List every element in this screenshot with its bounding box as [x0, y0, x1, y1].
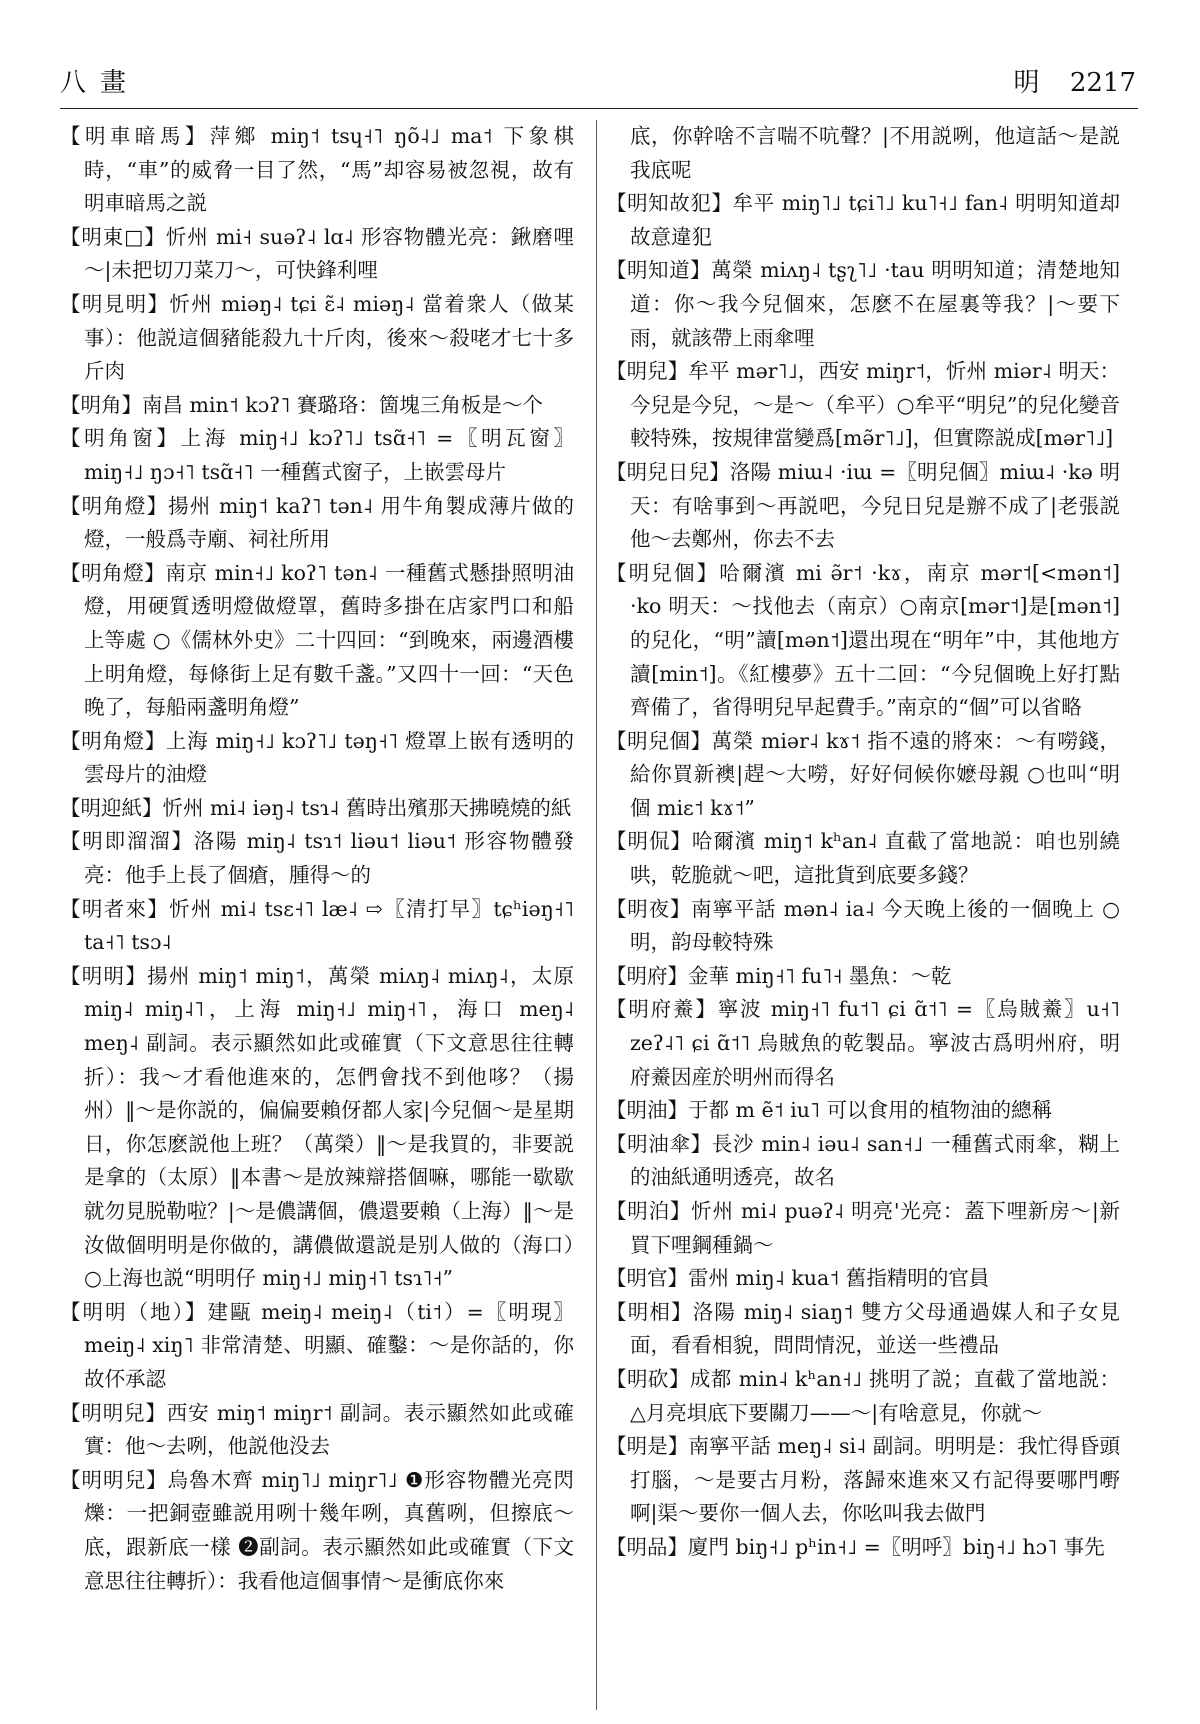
entry-headword: 【 明知故犯 】 [606, 191, 733, 215]
dictionary-entry [606, 187, 1120, 254]
entry-headword: 【 明明兒 】 [60, 1401, 167, 1425]
entry-headword: 【 明油 】 [606, 1098, 688, 1122]
dictionary-entry [606, 825, 1120, 892]
entry-headword: 【 明見明 】 [60, 292, 169, 316]
dictionary-entry [606, 1094, 1120, 1128]
entry-headword: 【 明砍 】 [606, 1367, 690, 1391]
entry-headword: 【 明知道 】 [606, 258, 711, 282]
dictionary-entry [60, 221, 574, 288]
entry-headword: 【 明府鯗 】 [606, 997, 718, 1021]
entry-headword: 【 明角窗 】 [60, 426, 181, 450]
page-header [60, 58, 1138, 109]
entry-headword: 【 明兒個 】 [606, 561, 719, 585]
dictionary-entry [606, 1262, 1120, 1296]
entry-headword: 【 明相 】 [606, 1300, 693, 1324]
entry-headword: 【 明角燈 】 [60, 729, 166, 753]
entry-headword: 【 明角燈 】 [60, 561, 165, 585]
dictionary-entry [60, 120, 574, 221]
entry-headword: 【 明兒 】 [606, 359, 688, 383]
entry-headword: 【 明官 】 [606, 1266, 688, 1290]
dictionary-entry [606, 456, 1120, 557]
dictionary-entry [606, 1363, 1120, 1430]
entry-text: 洛陽 miŋ˨ siaŋ˦ 雙方父母通過媒人和子女見面，看看相貌，問問情況，並送一些禮品 [630, 1299, 1121, 1358]
entry-headword: 【 明迎紙 】 [60, 796, 163, 820]
dictionary-entry [606, 1430, 1120, 1531]
dictionary-entry [606, 725, 1120, 826]
dictionary-entry [606, 1296, 1120, 1363]
dictionary-entry [60, 1296, 574, 1397]
dictionary-entry [60, 422, 574, 489]
entry-headword: 【 明明兒 】 [60, 1468, 168, 1492]
entry-text: 南京 min˧˩ koʔ˥ tən˨ 一種舊式懸掛照明油燈，用硬質透明燈做燈罩，舊時多掛在店家門口和船上等處 ○《儒林外史》二十四回：“到晚來，兩邊酒樓上明角燈，每條街上足有數千盞。”又四十一回：“天色晚了，每船兩盞明角燈” [84, 560, 575, 720]
entry-text: 南寧平話 mən˨ ia˨ 今天晚上後的一個晚上 ○明，韵母較特殊 [630, 896, 1121, 955]
left-column [60, 120, 574, 1598]
entry-headword: 【 明即溜溜 】 [60, 829, 194, 853]
column-divider [596, 120, 597, 1710]
dictionary-entry [606, 254, 1120, 355]
entry-headword: 【 明府 】 [606, 964, 688, 988]
entry-text: 洛陽 miŋ˨ tsɿ˦ liəu˦ liəu˦ 形容物體發亮：他手上長了個瘡，腫得～的 [84, 829, 575, 888]
dictionary-entry [60, 825, 574, 892]
entry-headword: 【 明兒日兒 】 [606, 460, 730, 484]
entry-text: 揚州 miŋ˦ miŋ˦，萬榮 miʌŋ˨ miʌŋ˨，太原 miŋ˨ miŋ˨˥，上海 miŋ˧˩ miŋ˧˥，海口 meŋ˨ meŋ˨ 副詞。表示顯然如此或確實（下文意思往往轉折）：我～才看他進來的，怎們會找不到他哆？（揚州）‖～是你説的，偏偏要賴伢都人家|今兒個～是星期日，你怎麽説他上班？（萬榮）‖～是我買的，非要説是拿的（太原）‖本書～是放辣辯搭個嘛，哪能一歇歇就勿見脱勒啦？|～是儂講個，儂還要賴（上海）‖～是汝做個明明是你做的，講儂做還説是别人做的（海口）○上海也説“明明仔 miŋ˧˩ miŋ˧˥ tsɿ˥˧” [84, 963, 575, 1291]
dictionary-entry [606, 893, 1120, 960]
entry-text: 寧波 miŋ˧˥ fu˦˥ ɕi ɑ̃˦˥ =〖烏賊鯗〗u˧˥ zeʔ˨˥ ɕi ɑ̃˦˥ 烏賊魚的乾製品。寧波古爲明州府，明府鯗因産於明州而得名 [630, 997, 1121, 1089]
entry-headword: 【 明角 】 [60, 393, 142, 417]
entry-headword: 【 明東□ 】 [60, 225, 166, 249]
entry-text: 于都 m ẽ˦ iu˥ 可以食用的植物油的總稱 [688, 1098, 1053, 1123]
dictionary-entry [60, 557, 574, 725]
entry-text: 西安 miŋ˦ miŋr˦ 副詞。表示顯然如此或確實：他～去咧，他説他没去 [84, 1400, 575, 1459]
entry-text: 哈爾濱 miŋ˦ kʰan˨ 直截了當地説：咱也别繞哄，乾脆就～吧，這批貨到底要多錢？ [630, 829, 1121, 888]
entry-text: 南寧平話 meŋ˨ si˨ 副詞。明明是：我忙得昏頭打腦，～是要古月粉，落歸來進來又冇記得要哪門嘢啊|渠～要你一個人去，你吆叫我去做門 [630, 1434, 1120, 1526]
entry-headword: 【 明者來 】 [60, 897, 169, 921]
dictionary-entry [606, 1195, 1120, 1262]
dictionary-entry [606, 355, 1120, 456]
entry-text: 揚州 miŋ˦ kaʔ˥ tən˨ 用牛角製成薄片做的燈，一般爲寺廟、祠社所用 [84, 493, 575, 552]
entry-text: 牟平 mər˥˩，西安 miŋr˦，忻州 miər˨ 明天：今兒是今兒，～是～（牟平）○牟平“明兒”的兒化變音較特殊，按規律當變爲[mə̃r˥˩]，但實際説成[mər˥˩] [630, 359, 1121, 451]
entry-headword: 【 明車暗馬 】 [60, 124, 210, 148]
dictionary-entry [60, 1397, 574, 1464]
entry-headword: 【 明侃 】 [606, 829, 692, 853]
page-info [1014, 62, 1136, 99]
entry-text: 南昌 min˦ kɔʔ˥ 賽璐珞：箇塊三角板是～个 [142, 392, 543, 417]
entry-headword: 【 明油傘 】 [606, 1132, 712, 1156]
dictionary-entry [606, 960, 1120, 994]
entry-text: 廈門 biŋ˧˩ pʰin˧˩ =〖明呼〗biŋ˧˩ hɔ˥ 事先 [688, 1534, 1105, 1559]
entry-text: 上海 miŋ˧˩ kɔʔ˥˩ təŋ˧˥ 燈罩上嵌有透明的雲母片的油燈 [84, 728, 575, 787]
entry-text: 底，你幹啥不言喘不吭聲？|不用説咧，他這話～是説我底呢 [630, 124, 1120, 182]
entry-headword: 【 明明 】 [60, 964, 147, 988]
dictionary-entry [60, 792, 574, 826]
entry-text: 建甌 meiŋ˨ meiŋ˨（ti˦）=〖明現〗meiŋ˨ xiŋ˥ 非常清楚、明顯、確鑿：～是你話的，你故伓承認 [84, 1299, 575, 1391]
entry-headword: 【 明泊 】 [606, 1199, 691, 1223]
entry-headword: 【 明角燈 】 [60, 494, 168, 518]
entry-text: 洛陽 miɯ˨ ·iɯ =〖明兒個〗miɯ˨ ·kə 明天：有啥事到～再説吧，今兒日兒是辦不成了|老張説他～去鄭州，你去不去 [630, 459, 1121, 552]
entry-text: 上海 miŋ˧˩ kɔʔ˥˩ tsɑ̃˧˥ =〖明瓦窗〗miŋ˧˩ ŋɔ˧˥ tsɑ̃˧˥ 一種舊式窗子，上嵌雲母片 [84, 426, 575, 484]
entry-headword: 【 明夜 】 [606, 897, 691, 921]
entry-text: 金華 miŋ˧˥ fu˥˧ 墨魚：～乾 [688, 963, 952, 988]
entry-text: 牟平 miŋ˥˩ tɕi˥˩ ku˥˧˩ fan˨ 明明知道却故意違犯 [630, 191, 1121, 249]
entry-text: 忻州 mi˨ tsɛ˧˥ læ˨ ⇨〖清打早〗tɕʰiəŋ˧˥ ta˧˥ tsɔ˨ [84, 896, 575, 955]
dictionary-entry [60, 490, 574, 557]
dictionary-entry [60, 725, 574, 792]
entry-headword: 【 明兒個 】 [606, 729, 712, 753]
dictionary-entry [606, 1531, 1120, 1565]
section-label: 八畫 [60, 68, 141, 98]
entry-text: 忻州 mi˨ puəʔ˨ 明亮'光亮：蓋下哩新房～|新買下哩鋼種鍋～ [630, 1199, 1121, 1257]
entry-text: 忻州 mi˧ suəʔ˨ lɑ˨ 形容物體光亮：鍬磨哩～|未把切刀菜刀～，可快鋒利哩 [84, 224, 575, 283]
entry-text: 成都 min˨ kʰan˧˩ 挑明了説；直截了當地説：△月亮垻底下要關刀——～|有啥意見，你就～ [630, 1366, 1121, 1425]
dictionary-entry [60, 1464, 574, 1598]
entry-headword: 【 明明（地） 】 [60, 1300, 208, 1324]
head-character: 明 [1013, 68, 1040, 98]
dictionary-entry [60, 960, 574, 1296]
entry-text: 萍鄉 miŋ˦ tsɥ˧˥ ŋõ˨˩ ma˦ 下象棋時，“車”的威脅一目了然，“馬”却容易被忽視，故有明車暗馬之説 [84, 124, 575, 216]
entry-text: 烏魯木齊 miŋ˥˩ miŋr˥˩ ❶形容物體光亮閃爍：一把銅壺雖説用咧十幾年咧，真舊咧，但擦底～底，跟新底一樣 ❷副詞。表示顯然如此或確實（下文意思往往轉折）：我看他這個事情～是衝底你來 [84, 1467, 575, 1593]
dictionary-entry [606, 1128, 1120, 1195]
dictionary-entry [60, 389, 574, 423]
dictionary-entry [606, 120, 1120, 187]
entry-text: 忻州 miəŋ˨ tɕi ɛ̃˨ miəŋ˨ 當着衆人（做某事）：他説這個豬能殺九十斤肉，後來～殺咾才七十多斤肉 [84, 291, 575, 384]
entry-text: 萬榮 miər˨ kɤ˦ 指不遠的將來：～有嘮錢，給你買新襖|趕～大嘮，好好伺候你嬷母親 ○也叫“明個 miɛ˦ kɤ˦” [630, 728, 1121, 820]
entry-headword: 【 明是 】 [606, 1434, 688, 1458]
entry-text: 萬榮 miʌŋ˨ tʂʅ˥˩ ·tau 明明知道；清楚地知道：你～我今兒個來，怎麽不在屋裏等我？|～要下雨，就該帶上雨傘哩 [630, 258, 1121, 350]
right-column [606, 120, 1120, 1565]
entry-text: 長沙 min˨ iəu˨ san˧˩ 一種舊式雨傘，糊上的油紙通明透亮，故名 [630, 1131, 1120, 1190]
entry-text: 雷州 miŋ˨ kua˦ 舊指精明的官員 [688, 1266, 990, 1291]
page-number: 2217 [1069, 68, 1136, 98]
dictionary-entry [606, 993, 1120, 1094]
entry-text: 忻州 mi˨ iəŋ˨ tsɿ˨ 舊時出殯那天拂曉燒的紙 [162, 795, 572, 820]
entry-text: 哈爾濱 mi ə̃r˦ ·kɤ，南京 mər˦[<mən˦] ·ko 明天：～找他去（南京）○南京[mər˦]是[mən˦]的兒化，“明”讀[mən˦]還出現在“明年”中，其他地方讀[min˦]。《紅樓夢》五十二回：“今兒個晚上好打點齊備了，省得明兒早起費手。”南京的“個”可以省略 [630, 560, 1121, 720]
dictionary-entry [60, 893, 574, 960]
dictionary-entry [60, 288, 574, 389]
dictionary-entry [606, 557, 1120, 725]
entry-headword: 【 明品 】 [606, 1535, 688, 1559]
